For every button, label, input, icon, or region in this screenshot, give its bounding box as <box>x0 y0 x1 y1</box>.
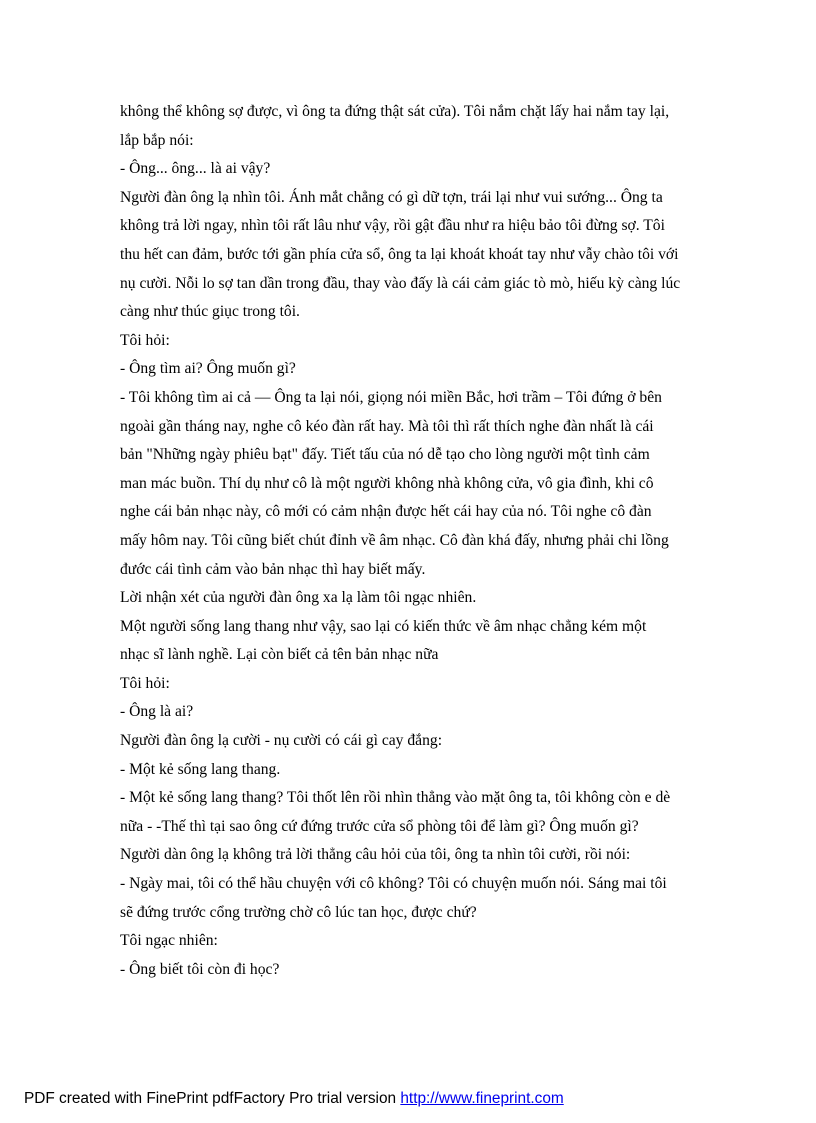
text-line: đước cái tình cảm vào bản nhạc thì hay biết mấy. <box>120 560 426 578</box>
text-line: Lời nhận xét của người đàn ông xa lạ làm tôi ngạc nhiên. <box>120 589 477 607</box>
text-line: Người dàn ông lạ không trả lời thẳng câu hỏi của tôi, ông ta nhìn tôi cười, rồi nói: <box>120 846 631 864</box>
text-line: - Một kẻ sống lang thang. <box>120 760 281 778</box>
text-line: Người đàn ông lạ nhìn tôi. Ánh mắt chẳng có gì dữ tợn, trái lại như vui sướng... Ông ta <box>120 188 663 206</box>
text-line: lắp bắp nói: <box>120 131 194 149</box>
text-line: Tôi hỏi: <box>120 331 170 349</box>
text-line: - Ông biết tôi còn đi học? <box>120 960 280 978</box>
text-line: Người đàn ông lạ cười - nụ cười có cái gì cay đắng: <box>120 732 443 750</box>
footer-text: PDF created with FinePrint pdfFactory Pro trial version <box>24 1090 401 1107</box>
text-line: ngoài gần tháng nay, nghe cô kéo đàn rất hay. Mà tôi thì rất thích nghe đàn nhất là cái <box>120 417 654 435</box>
text-line: Tôi ngạc nhiên: <box>120 932 218 950</box>
text-line: nhạc sĩ lành nghề. Lại còn biết cả tên bản nhạc nữa <box>120 646 439 664</box>
text-line: - Tôi không tìm ai cả — Ông ta lại nói, giọng nói miền Bắc, hơi trầm – Tôi đứng ở bên <box>120 388 662 406</box>
text-line: Một người sống lang thang như vậy, sao lại có kiến thức về âm nhạc chẳng kém một <box>120 617 647 635</box>
text-line: nữa - -Thế thì tại sao ông cứ đứng trước cửa sổ phòng tôi để làm gì? Ông muốn gì? <box>120 817 639 835</box>
text-line: nghe cái bản nhạc này, cô mới có cảm nhận được hết cái hay của nó. Tôi nghe cô đàn <box>120 503 652 521</box>
text-line: - Một kẻ sống lang thang? Tôi thốt lên rồi nhìn thẳng vào mặt ông ta, tôi không còn e dè <box>120 789 671 807</box>
text-line: man mác buồn. Thí dụ như cô là một người không nhà không cửa, vô gia đình, khi cô <box>120 474 654 492</box>
text-line: nụ cười. Nỗi lo sợ tan dần trong đầu, thay vào đấy là cái cảm giác tò mò, hiếu kỳ càng lúc <box>120 274 681 292</box>
text-line: Tôi hỏi: <box>120 674 170 692</box>
text-line: - Ông là ai? <box>120 703 194 721</box>
body-text <box>120 98 705 984</box>
pdf-footer <box>24 1090 564 1108</box>
text-line: bản "Những ngày phiêu bạt" đấy. Tiết tấu của nó dễ tạo cho lòng người một tình cảm <box>120 446 650 464</box>
text-line: sẽ đứng trước cổng trường chờ cô lúc tan học, được chứ? <box>120 903 477 921</box>
text-line: thu hết can đảm, bước tới gần phía cửa sổ, ông ta lại khoát khoát tay như vẫy chào tôi với <box>120 245 679 263</box>
text-line: - Ông... ông... là ai vậy? <box>120 160 271 178</box>
text-line: - Ngày mai, tôi có thể hầu chuyện với cô không? Tôi có chuyện muốn nói. Sáng mai tôi <box>120 875 667 893</box>
text-line: không thể không sợ được, vì ông ta đứng thật sát cửa). Tôi nắm chặt lấy hai nắm tay lại, <box>120 103 670 120</box>
fineprint-link[interactable]: http://www.fineprint.com <box>400 1090 564 1107</box>
text-line: không trả lời ngay, nhìn tôi rất lâu như vậy, rồi gật đầu như ra hiệu bảo tôi đừng sợ. Tôi <box>120 217 665 235</box>
text-line: càng như thúc giục trong tôi. <box>120 303 300 321</box>
text-line: - Ông tìm ai? Ông muốn gì? <box>120 360 296 378</box>
text-line: mấy hôm nay. Tôi cũng biết chút đỉnh về âm nhạc. Cô đàn khá đấy, nhưng phải chi lồng <box>120 531 669 549</box>
